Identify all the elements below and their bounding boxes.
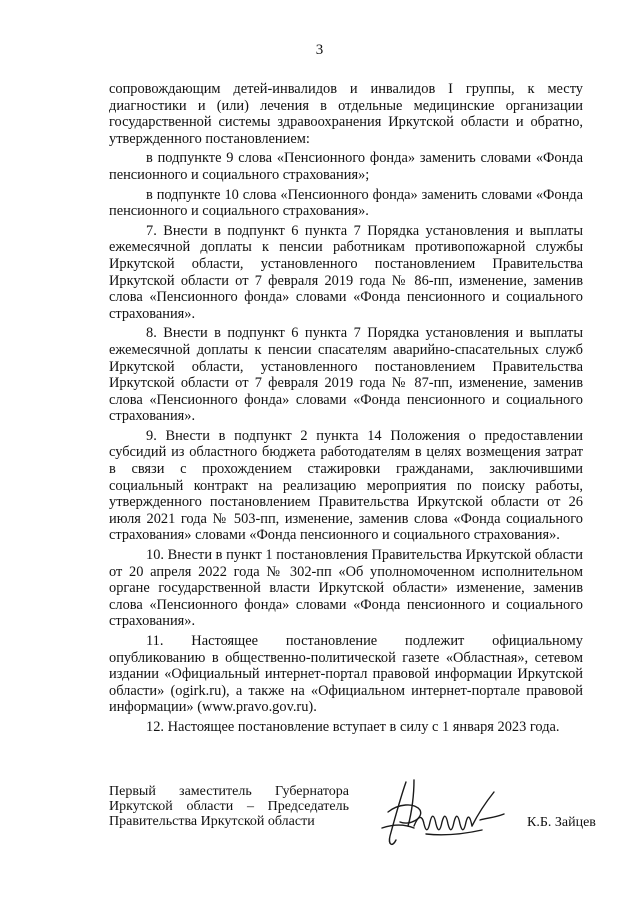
signer-title [109, 784, 349, 829]
paragraph-subitem-9: в подпункте 9 слова «Пенсионного фонда» заменить словами «Фонда пенсионного и социального страхования»; [109, 150, 583, 183]
paragraph-item-9: 9. Внести в подпункт 2 пункта 14 Положения о предоставлении субсидий из областного бюджета работодателям в целях возмещения затрат в связи с прохождением стажировки гражданами, заключившими социальный контракт на реализацию мероприятия по поиску работы, утвержденного постановлением Правительства Иркутской области от 26 июля 2021 года № 503-пп, изменение, заменив слова «Фонда социального страхования» словами «Фонда пенсионного и социального страхования». [109, 427, 583, 544]
signer-title-line: Первый заместитель Губернатора [109, 784, 349, 799]
paragraph-continuation: сопровождающим детей-инвалидов и инвалидов I группы, к месту диагностики и (или) лечения в отдельные медицинские организации государственной системы здравоохранения Иркутской области и обратно, утвержденного постановлением: [109, 81, 583, 147]
signer-name: К.Б. Зайцев [527, 815, 596, 830]
paragraph-item-10: 10. Внести в пункт 1 постановления Правительства Иркутской области от 20 апреля 2022 года № 302-пп «Об уполномоченном исполнительном органе государственной власти Иркутской области» изменение, заменив слова «Пенсионного фонда» словами «Фонда пенсионного и социального страхования». [109, 547, 583, 630]
paragraph-item-11: 11. Настоящее постановление подлежит официальному опубликованию в общественно-политической газете «Областная», сетевом издании «Официальный интернет-портал правовой информации Иркутской области» (ogirk.ru), а также на «Официальном интернет-портале правовой информации» (www.pravo.gov.ru). [109, 633, 583, 716]
paragraph-subitem-10: в подпункте 10 слова «Пенсионного фонда» заменить словами «Фонда пенсионного и социального страхования». [109, 186, 583, 220]
handwritten-signature [374, 774, 514, 854]
document-body [109, 81, 583, 739]
signer-title-line: Иркутской области – Председатель [109, 799, 349, 814]
signature-block [109, 784, 596, 854]
paragraph-item-8: 8. Внести в подпункт 6 пункта 7 Порядка установления и выплаты ежемесячной доплаты к пенсии спасателям аварийно-спасательных служб Иркутской области, установленного постановлением Правительства Иркутской области от 7 февраля 2019 года № 87-пп, изменение, заменив слова «Пенсионного фонда» словами «Фонда пенсионного и социального страхования». [109, 325, 583, 425]
paragraph-item-7: 7. Внести в подпункт 6 пункта 7 Порядка установления и выплаты ежемесячной доплаты к пенсии работникам противопожарной службы Иркутской области, установленного постановлением Правительства Иркутской области от 7 февраля 2019 года № 86-пп, изменение, заменив слова «Пенсионного фонда» словами «Фонда пенсионного и социального страхования». [109, 222, 583, 322]
paragraph-item-12: 12. Настоящее постановление вступает в силу с 1 января 2023 года. [146, 718, 560, 735]
signer-title-line: Правительства Иркутской области [109, 814, 315, 829]
page-number: 3 [315, 42, 324, 58]
